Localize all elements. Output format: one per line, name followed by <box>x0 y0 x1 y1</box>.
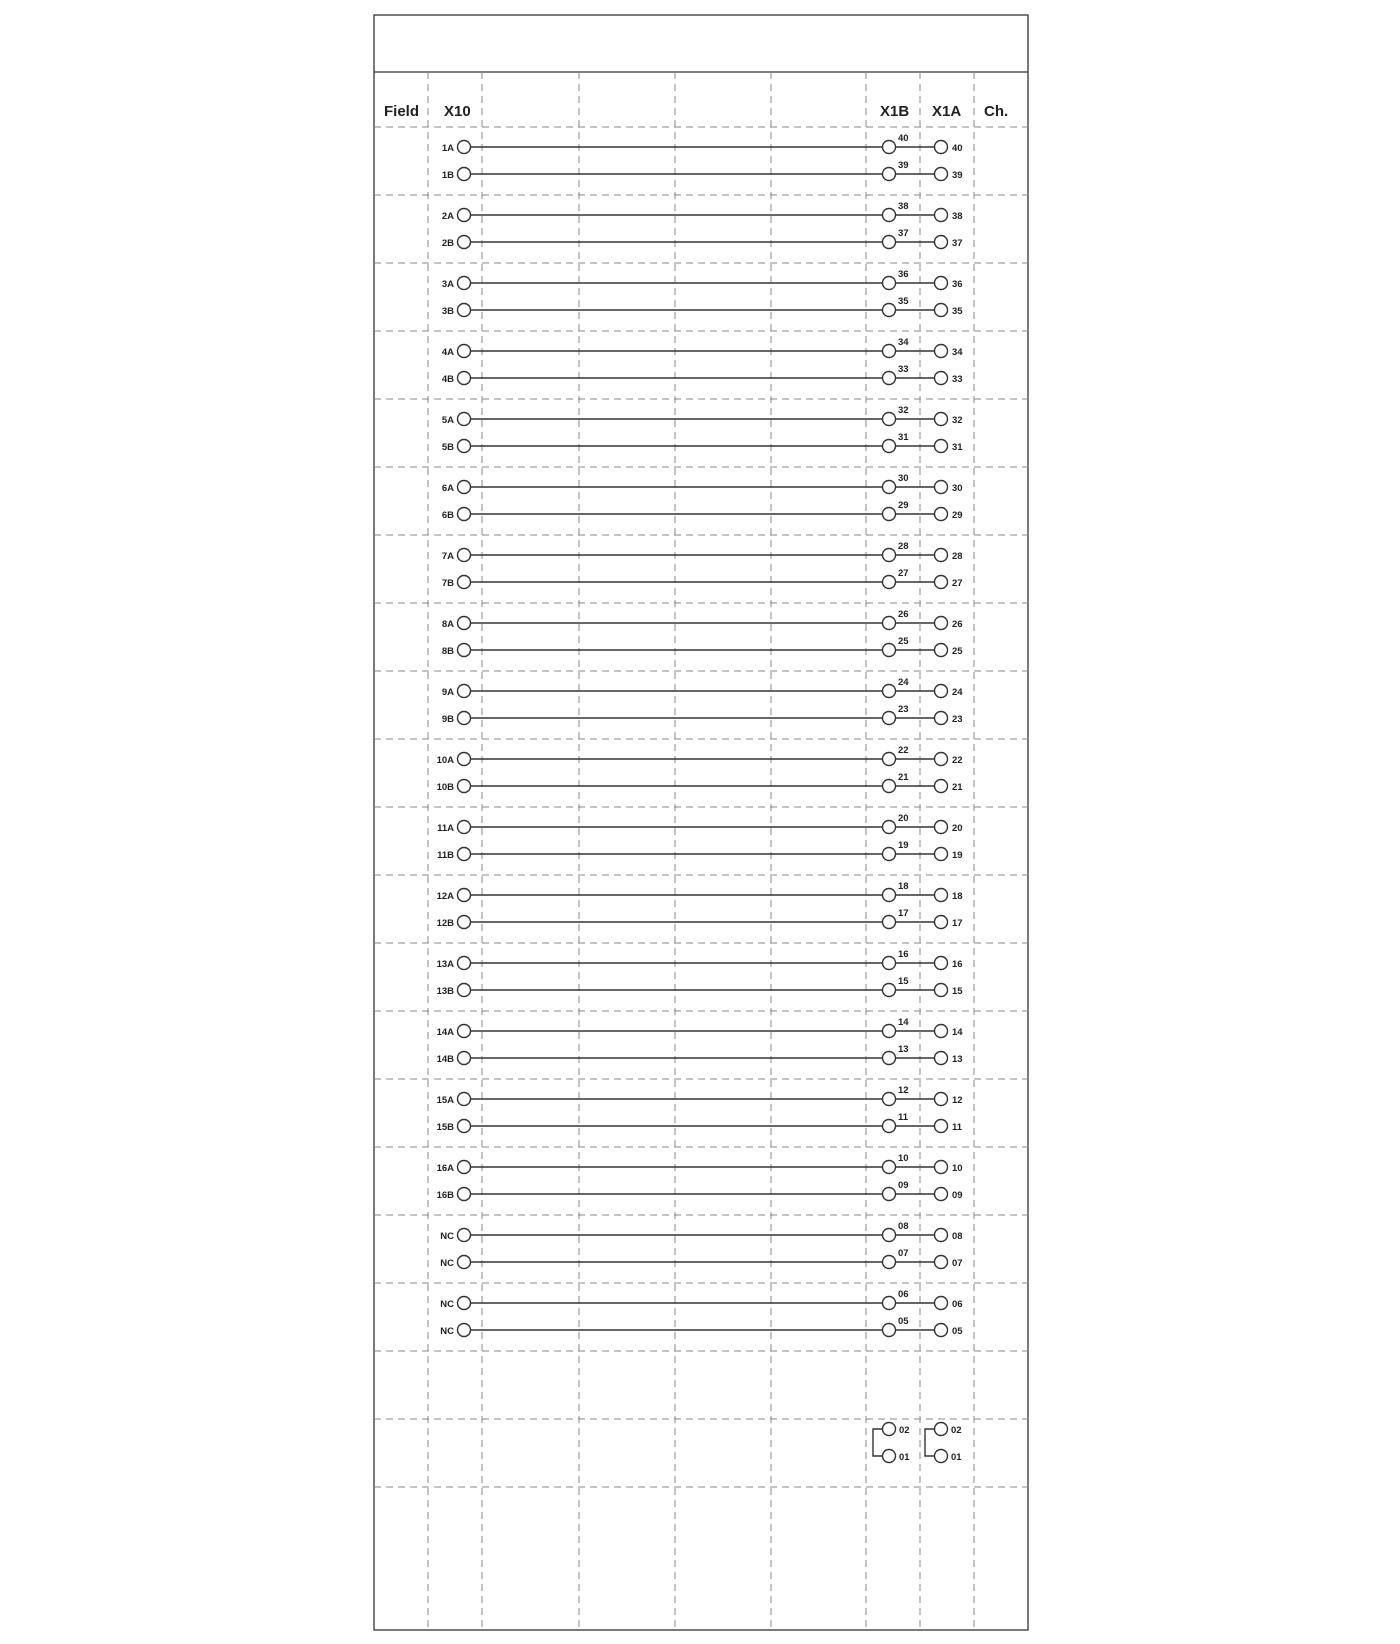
x1b-terminal-circle <box>883 644 896 657</box>
terminal-row <box>442 364 963 385</box>
x1b-pin-label: 17 <box>898 908 909 919</box>
x1a-terminal-circle <box>935 1324 948 1337</box>
x10-terminal-label: 15B <box>436 1122 454 1133</box>
x10-terminal-label: 10B <box>436 782 454 793</box>
x1b-terminal-circle <box>883 345 896 358</box>
terminal-group <box>437 881 963 929</box>
x1b-terminal-circle <box>883 848 896 861</box>
x10-terminal-label: 15A <box>436 1095 454 1106</box>
x1b-terminal-circle <box>883 576 896 589</box>
x10-terminal-label: 5A <box>441 415 454 426</box>
x1b-terminal-circle <box>883 916 896 929</box>
x1a-terminal-circle <box>935 549 948 562</box>
x10-terminal-circle <box>458 413 471 426</box>
x10-terminal-label: 1B <box>441 170 454 181</box>
x1a-pin-label: 27 <box>952 578 963 589</box>
x1b-pin-label: 40 <box>898 133 909 144</box>
x1a-pin-label: 30 <box>952 483 963 494</box>
terminal-group <box>442 609 963 657</box>
x1a-pin-label: 14 <box>952 1027 963 1038</box>
x10-terminal-label: 12B <box>436 918 454 929</box>
x10-terminal-label: 8A <box>441 619 454 630</box>
x1a-terminal-circle <box>935 141 948 154</box>
bridge-wire <box>925 1429 935 1456</box>
x10-terminal-label: 13B <box>436 986 454 997</box>
x1a-terminal-circle <box>935 753 948 766</box>
x10-terminal-circle <box>458 780 471 793</box>
x1b-bridge <box>873 1423 910 1464</box>
terminal-row <box>442 296 963 317</box>
x1a-terminal-circle <box>935 1025 948 1038</box>
x10-terminal-circle <box>458 984 471 997</box>
x10-terminal-circle <box>458 277 471 290</box>
x1a-terminal-circle <box>935 889 948 902</box>
x1b-pin-label: 09 <box>898 1180 909 1191</box>
terminal-row <box>437 840 962 861</box>
x10-terminal-circle <box>458 345 471 358</box>
x1b-terminal-circle <box>883 957 896 970</box>
bridged-terminals <box>873 1423 962 1464</box>
x1a-pin-label: 29 <box>952 510 963 521</box>
terminal-row <box>442 609 963 630</box>
x1b-pin-label: 31 <box>898 432 909 443</box>
x1a-pin-label: 21 <box>952 782 963 793</box>
x10-terminal-circle <box>458 549 471 562</box>
x1a-pin-label: 10 <box>952 1163 963 1174</box>
x10-terminal-circle <box>458 1025 471 1038</box>
x1a-terminal-circle <box>935 372 948 385</box>
x10-terminal-circle <box>458 508 471 521</box>
x1a-terminal-circle <box>935 1256 948 1269</box>
terminal-row <box>437 1180 963 1201</box>
terminal-group <box>442 337 963 385</box>
x1a-terminal-circle <box>935 780 948 793</box>
x1b-pin-label: 37 <box>898 228 909 239</box>
terminal-group <box>437 1017 964 1065</box>
terminal-row <box>442 160 963 181</box>
x1b-terminal-circle <box>883 1256 896 1269</box>
x10-terminal-circle <box>458 1161 471 1174</box>
terminal-rows <box>437 133 964 1337</box>
x1b-terminal-circle <box>883 1297 896 1310</box>
x1a-pin-label: 13 <box>952 1054 963 1065</box>
bridge-terminal-circle <box>935 1423 948 1436</box>
x10-terminal-label: 9A <box>441 687 454 698</box>
x10-terminal-circle <box>458 685 471 698</box>
x1b-pin-label: 36 <box>898 269 909 280</box>
x1b-terminal-circle <box>883 141 896 154</box>
x1b-pin-label: 28 <box>898 541 909 552</box>
x1a-pin-label: 17 <box>952 918 963 929</box>
bridge-pin-label: 01 <box>899 1452 910 1463</box>
terminal-row <box>442 201 963 222</box>
x1b-pin-label: 18 <box>898 881 909 892</box>
x1b-pin-label: 16 <box>898 949 909 960</box>
bridge-pin-label: 02 <box>951 1425 962 1436</box>
x1a-terminal-circle <box>935 821 948 834</box>
x1a-pin-label: 05 <box>952 1326 963 1337</box>
x1a-terminal-circle <box>935 576 948 589</box>
terminal-row <box>442 432 963 453</box>
terminal-row <box>437 1153 963 1174</box>
terminal-group <box>442 269 963 317</box>
terminal-row <box>437 1085 963 1106</box>
header-ch: Ch. <box>984 103 1009 120</box>
x1a-pin-label: 15 <box>952 986 963 997</box>
x1b-pin-label: 06 <box>898 1289 909 1300</box>
terminal-row <box>442 500 963 521</box>
x1b-terminal-circle <box>883 1120 896 1133</box>
x1a-pin-label: 22 <box>952 755 963 766</box>
x1b-terminal-circle <box>883 1324 896 1337</box>
terminal-row <box>437 813 962 834</box>
header-x1a: X1A <box>932 103 962 120</box>
x1b-terminal-circle <box>883 984 896 997</box>
x10-terminal-label: 8B <box>441 646 454 657</box>
terminal-row <box>440 1248 962 1269</box>
x1a-terminal-circle <box>935 345 948 358</box>
x1b-terminal-circle <box>883 712 896 725</box>
terminal-row <box>442 473 963 494</box>
terminal-group <box>437 1085 963 1133</box>
x10-terminal-circle <box>458 304 471 317</box>
x1b-terminal-circle <box>883 508 896 521</box>
x1b-pin-label: 38 <box>898 201 909 212</box>
x10-terminal-label: NC <box>440 1299 454 1310</box>
x1b-terminal-circle <box>883 168 896 181</box>
x1a-bridge <box>925 1423 962 1464</box>
terminal-row <box>437 772 964 793</box>
terminal-row <box>442 228 963 249</box>
terminal-row <box>437 949 963 970</box>
x1a-terminal-circle <box>935 440 948 453</box>
x10-terminal-label: 7A <box>441 551 454 562</box>
x1b-terminal-circle <box>883 440 896 453</box>
terminal-group <box>437 813 962 861</box>
x1a-terminal-circle <box>935 712 948 725</box>
x10-terminal-label: 5B <box>441 442 454 453</box>
terminal-row <box>437 881 963 902</box>
x10-terminal-label: 3B <box>441 306 454 317</box>
terminal-row <box>442 133 963 154</box>
x10-terminal-circle <box>458 848 471 861</box>
bridge-terminal-circle <box>883 1423 896 1436</box>
x10-terminal-label: 16A <box>436 1163 454 1174</box>
x10-terminal-circle <box>458 168 471 181</box>
bridge-pin-label: 02 <box>899 1425 910 1436</box>
terminal-row <box>437 1112 963 1133</box>
x1b-pin-label: 25 <box>898 636 909 647</box>
x1a-pin-label: 35 <box>952 306 963 317</box>
x10-terminal-circle <box>458 1188 471 1201</box>
x1a-terminal-circle <box>935 957 948 970</box>
x1b-pin-label: 26 <box>898 609 909 620</box>
terminal-row <box>442 636 963 657</box>
x1b-pin-label: 24 <box>898 677 909 688</box>
x1b-terminal-circle <box>883 1052 896 1065</box>
x1b-pin-label: 34 <box>898 337 909 348</box>
x1a-pin-label: 39 <box>952 170 963 181</box>
x10-terminal-circle <box>458 916 471 929</box>
x10-terminal-label: 10A <box>436 755 454 766</box>
x1b-pin-label: 05 <box>898 1316 909 1327</box>
x1a-terminal-circle <box>935 1120 948 1133</box>
x1a-terminal-circle <box>935 685 948 698</box>
bridge-terminal-circle <box>883 1450 896 1463</box>
terminal-row <box>442 405 963 426</box>
x1a-terminal-circle <box>935 1052 948 1065</box>
x1a-terminal-circle <box>935 1229 948 1242</box>
x1a-pin-label: 28 <box>952 551 963 562</box>
x1a-pin-label: 36 <box>952 279 963 290</box>
x1b-terminal-circle <box>883 1188 896 1201</box>
terminal-row <box>440 1221 962 1242</box>
x1b-terminal-circle <box>883 372 896 385</box>
x1a-pin-label: 16 <box>952 959 963 970</box>
bridge-terminal-circle <box>935 1450 948 1463</box>
x1a-terminal-circle <box>935 277 948 290</box>
x10-terminal-circle <box>458 712 471 725</box>
terminal-row <box>442 677 963 698</box>
x10-terminal-label: NC <box>440 1231 454 1242</box>
x1b-terminal-circle <box>883 617 896 630</box>
terminal-group <box>442 677 963 725</box>
x10-terminal-circle <box>458 440 471 453</box>
x1b-pin-label: 21 <box>898 772 909 783</box>
x1b-pin-label: 10 <box>898 1153 909 1164</box>
x1a-terminal-circle <box>935 644 948 657</box>
x10-terminal-circle <box>458 644 471 657</box>
x1b-terminal-circle <box>883 1229 896 1242</box>
x1b-terminal-circle <box>883 821 896 834</box>
x10-terminal-circle <box>458 1324 471 1337</box>
x1b-pin-label: 14 <box>898 1017 909 1028</box>
x1a-terminal-circle <box>935 508 948 521</box>
x10-terminal-label: 11B <box>437 850 454 861</box>
x1a-terminal-circle <box>935 848 948 861</box>
x10-terminal-label: 7B <box>441 578 454 589</box>
x1b-pin-label: 23 <box>898 704 909 715</box>
terminal-group <box>442 405 963 453</box>
terminal-row <box>437 1017 964 1038</box>
x1a-pin-label: 11 <box>952 1122 963 1133</box>
x1b-pin-label: 33 <box>898 364 909 375</box>
x1a-pin-label: 25 <box>952 646 963 657</box>
x1b-pin-label: 15 <box>898 976 909 987</box>
x1b-terminal-circle <box>883 1025 896 1038</box>
x10-terminal-circle <box>458 821 471 834</box>
grid-lines <box>374 15 1028 1630</box>
x1a-terminal-circle <box>935 1188 948 1201</box>
x1b-pin-label: 27 <box>898 568 909 579</box>
terminal-row <box>440 1289 962 1310</box>
x1a-terminal-circle <box>935 168 948 181</box>
x1a-pin-label: 37 <box>952 238 963 249</box>
x1a-terminal-circle <box>935 304 948 317</box>
x1a-pin-label: 34 <box>952 347 963 358</box>
x10-terminal-label: 4B <box>441 374 454 385</box>
x1a-terminal-circle <box>935 984 948 997</box>
bridge-wire <box>873 1429 883 1456</box>
x10-terminal-circle <box>458 889 471 902</box>
x10-terminal-label: 6B <box>441 510 454 521</box>
x1b-pin-label: 35 <box>898 296 909 307</box>
header-x10: X10 <box>444 103 471 120</box>
x1a-terminal-circle <box>935 481 948 494</box>
frame-border <box>374 15 1028 1630</box>
x1a-terminal-circle <box>935 916 948 929</box>
x1a-terminal-circle <box>935 413 948 426</box>
terminal-row <box>442 568 963 589</box>
x1b-terminal-circle <box>883 209 896 222</box>
x10-terminal-label: 2B <box>441 238 454 249</box>
terminal-group <box>440 1221 962 1269</box>
terminal-group <box>437 1153 963 1201</box>
x1b-pin-label: 32 <box>898 405 909 416</box>
x1a-terminal-circle <box>935 1297 948 1310</box>
x10-terminal-label: 6A <box>441 483 454 494</box>
x10-terminal-circle <box>458 1052 471 1065</box>
terminal-row <box>440 1316 963 1337</box>
terminal-group <box>440 1289 963 1337</box>
x1a-terminal-circle <box>935 617 948 630</box>
x10-terminal-circle <box>458 957 471 970</box>
x1b-terminal-circle <box>883 1161 896 1174</box>
x10-terminal-circle <box>458 236 471 249</box>
x1b-pin-label: 39 <box>898 160 909 171</box>
terminal-row <box>442 337 963 358</box>
x10-terminal-circle <box>458 141 471 154</box>
x1b-terminal-circle <box>883 753 896 766</box>
x1b-terminal-circle <box>883 413 896 426</box>
x1b-pin-label: 19 <box>898 840 909 851</box>
x10-terminal-circle <box>458 209 471 222</box>
x1b-pin-label: 30 <box>898 473 909 484</box>
x1a-pin-label: 09 <box>952 1190 963 1201</box>
terminal-group <box>442 133 963 181</box>
x10-terminal-circle <box>458 753 471 766</box>
terminal-group <box>442 201 963 249</box>
x1a-pin-label: 24 <box>952 687 963 698</box>
x10-terminal-label: 12A <box>436 891 454 902</box>
x1b-terminal-circle <box>883 236 896 249</box>
x1a-pin-label: 32 <box>952 415 963 426</box>
x10-terminal-circle <box>458 1120 471 1133</box>
x1a-terminal-circle <box>935 1161 948 1174</box>
x1b-pin-label: 13 <box>898 1044 909 1055</box>
x1a-terminal-circle <box>935 1093 948 1106</box>
x1b-terminal-circle <box>883 304 896 317</box>
x10-terminal-circle <box>458 576 471 589</box>
x1a-pin-label: 19 <box>952 850 963 861</box>
x1b-terminal-circle <box>883 549 896 562</box>
x1b-terminal-circle <box>883 1093 896 1106</box>
x10-terminal-circle <box>458 617 471 630</box>
x1a-terminal-circle <box>935 236 948 249</box>
terminal-row <box>442 541 963 562</box>
terminal-group <box>442 541 963 589</box>
x10-terminal-circle <box>458 372 471 385</box>
x1a-pin-label: 40 <box>952 143 963 154</box>
x1a-pin-label: 38 <box>952 211 963 222</box>
x1a-pin-label: 06 <box>952 1299 963 1310</box>
x1a-pin-label: 31 <box>952 442 963 453</box>
terminal-row <box>437 745 963 766</box>
terminal-row <box>437 1044 963 1065</box>
x10-terminal-label: NC <box>440 1326 454 1337</box>
x1b-pin-label: 20 <box>898 813 909 824</box>
x10-terminal-label: 11A <box>437 823 454 834</box>
x10-terminal-label: 13A <box>436 959 454 970</box>
x1a-pin-label: 20 <box>952 823 963 834</box>
x10-terminal-label: 3A <box>441 279 454 290</box>
x1b-terminal-circle <box>883 481 896 494</box>
x10-terminal-label: 9B <box>441 714 454 725</box>
terminal-group <box>442 473 963 521</box>
terminal-group <box>437 745 964 793</box>
header-x1b: X1B <box>880 103 910 120</box>
x1a-pin-label: 26 <box>952 619 963 630</box>
x10-terminal-label: NC <box>440 1258 454 1269</box>
x10-terminal-circle <box>458 481 471 494</box>
bridge-pin-label: 01 <box>951 1452 962 1463</box>
x10-terminal-label: 16B <box>436 1190 454 1201</box>
x1a-pin-label: 12 <box>952 1095 963 1106</box>
column-headers <box>384 103 1008 120</box>
terminal-group <box>437 949 964 997</box>
terminal-row <box>442 704 963 725</box>
x10-terminal-circle <box>458 1093 471 1106</box>
x1b-pin-label: 12 <box>898 1085 909 1096</box>
x1b-pin-label: 11 <box>898 1112 909 1123</box>
x1b-pin-label: 29 <box>898 500 909 511</box>
x10-terminal-circle <box>458 1256 471 1269</box>
x1a-pin-label: 23 <box>952 714 963 725</box>
x10-terminal-label: 1A <box>441 143 454 154</box>
x1a-pin-label: 08 <box>952 1231 963 1242</box>
x1a-terminal-circle <box>935 209 948 222</box>
terminal-row <box>437 976 964 997</box>
x1a-pin-label: 33 <box>952 374 963 385</box>
x1b-terminal-circle <box>883 277 896 290</box>
x10-terminal-circle <box>458 1297 471 1310</box>
x1b-pin-label: 22 <box>898 745 909 756</box>
x1b-pin-label: 08 <box>898 1221 909 1232</box>
x10-terminal-label: 4A <box>441 347 454 358</box>
x1b-terminal-circle <box>883 685 896 698</box>
x1b-terminal-circle <box>883 780 896 793</box>
x1a-pin-label: 18 <box>952 891 963 902</box>
x10-terminal-label: 2A <box>441 211 454 222</box>
x10-terminal-label: 14A <box>436 1027 454 1038</box>
x1b-terminal-circle <box>883 889 896 902</box>
header-field: Field <box>384 103 420 120</box>
x1a-pin-label: 07 <box>952 1258 963 1269</box>
x10-terminal-label: 14B <box>436 1054 454 1065</box>
terminal-row <box>442 269 963 290</box>
x1b-pin-label: 07 <box>898 1248 909 1259</box>
x10-terminal-circle <box>458 1229 471 1242</box>
terminal-row <box>437 908 963 929</box>
